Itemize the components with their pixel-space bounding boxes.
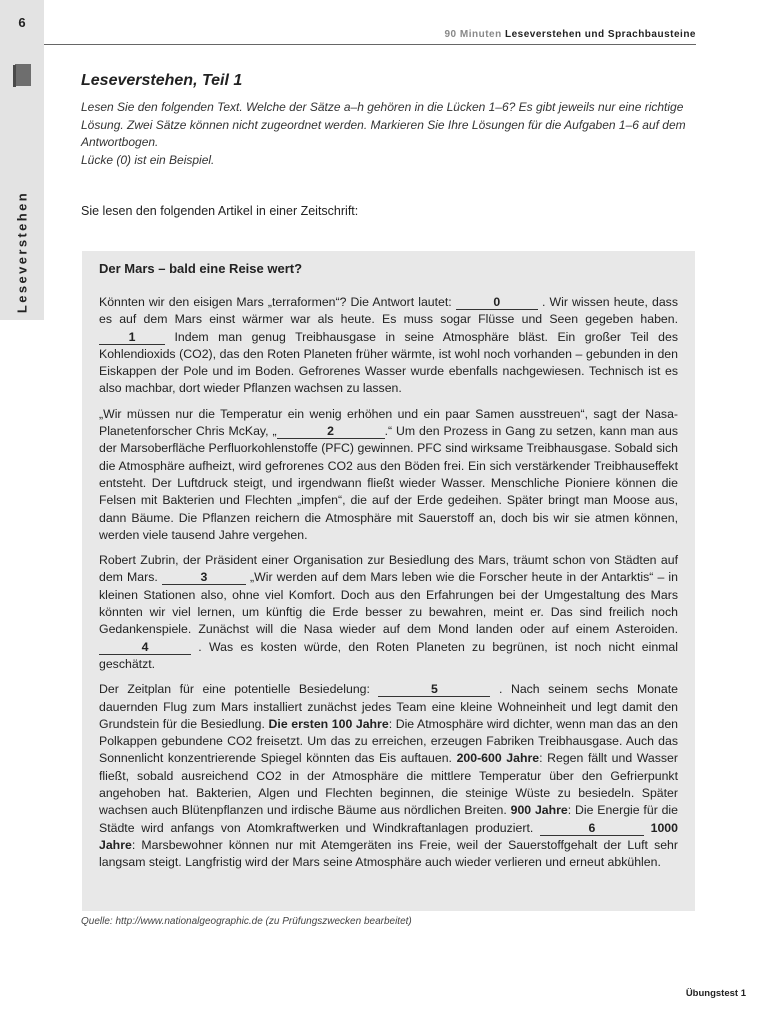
- book-icon: [12, 62, 32, 88]
- article-paragraph-1: [99, 294, 678, 398]
- article-paragraph-4: [99, 681, 678, 871]
- gap-2: 2: [277, 424, 385, 439]
- article-title: Der Mars – bald eine Reise wert?: [99, 261, 303, 276]
- header-duration: 90 Minuten: [444, 29, 502, 40]
- footer-label: Übungstest 1: [685, 988, 746, 999]
- text: „Wir werden auf dem Mars leben wie die Forscher heute in der Antarktis“ – in kleinen Stationen also, ohne viel Komfort. Doch aus den Erfahrungen bei der Umgestaltung des Mars könnten wir viel lernen, um künftig die Erde besser zu bewahren, meint er. Das sind freilich noch Gedankenspiele. Zunächst will die Nasa wieder auf dem Mond landen oder auf einem Asteroiden.: [99, 570, 679, 637]
- example-note: Lücke (0) ist ein Beispiel.: [81, 152, 215, 167]
- source-note: Quelle: http://www.nationalgeographic.de (zu Prüfungszwecken bearbeitet): [81, 916, 412, 927]
- text: : Die Energie für die Städte wird anfangs von Atomkraftwerken und Windkraftanlagen produziert.: [99, 803, 679, 835]
- section-title: Leseverstehen, Teil 1: [81, 72, 243, 89]
- text: „Wir müssen nur die Temperatur ein wenig erhöhen und ein paar Samen ausstreuen“, sagt der Nasa-Planetenforscher Chris McKay, „: [99, 406, 678, 439]
- text: . Nach seinem sechs Monate dauernden Flug zum Mars installiert zunächst jedes Team eine kleine Wohneinheit und legt damit den Grundstein für die Besiedlung.: [99, 682, 678, 731]
- side-tab-label: Leseverstehen: [14, 190, 30, 314]
- instructions: [81, 99, 697, 169]
- text: : Regen fällt und Wasser fließt, sobald ausreichend CO2 in der Atmosphäre die mittlere Temperatur über den Gefrierpunkt angehoben hat. Bakterien, Algen und Flechten beginnen, die steinige Wüste zu besiedeln. Später wachsen auch Blütenpflanzen und irdische Bäume aus nördlichen Breiten.: [99, 751, 678, 818]
- gap-5: 5: [378, 682, 490, 697]
- gap-3: 3: [162, 570, 246, 585]
- text: .“ Um den Prozess in Gang zu setzen, kann man aus der Marsoberfläche Perfluorkohlenstoffe (PFC) gewinnen. PFC sind wirksame Treibhausgase. Sobald sich die Atmosphäre aufheizt, wird gefrorenes CO2 aus den Böden frei. Ein sich verstärkender Treibhauseffekt entsteht. Der Luftdruck steigt, und irgendwann fließt wieder Wasser. Menschliche Pioniere können die Felsen mit Bakterien und Flechten „impfen“, die auf der Erde gedeihen. Später bringt man Moose aus, dann Bäume. Die Pflanzen reichern die Atmosphäre mit Sauerstoff an, doch bis wir sie atmen können, werden viele tausend Jahre vergehen.: [99, 424, 679, 542]
- header-label: [444, 29, 696, 40]
- article-paragraph-3: [99, 552, 678, 673]
- timeline-100: Die ersten 100 Jahre: [268, 716, 389, 731]
- header-divider: [44, 44, 696, 45]
- text: . Was es kosten würde, den Roten Planeten zu begrünen, ist noch nicht einmal geschätzt.: [99, 639, 678, 671]
- text: . Wir wissen heute, dass es auf dem Mars einst wärmer war als heute. Es muss sogar Flüsse und Seen gegeben haben.: [99, 295, 678, 327]
- text: : Marsbewohner können nur mit Atemgeräten ins Freie, weil der Sauerstoffgehalt der Luft sehr langsam steigt. Langfristig wird der Mars seine Atmosphäre auch wieder verlieren und erneut abkühlen.: [99, 837, 678, 870]
- article-box: [82, 251, 695, 911]
- page-number: 6: [0, 0, 44, 44]
- text: : Die Atmosphäre wird dichter, wenn man das an den Polkappen gebundene CO2 freisetzt. Um das zu erreichen, erzeugen Fabriken Treibhausgase. Auch das Sonnenlicht konzentrierende Spiegel könnten das Eis auftauen.: [99, 716, 678, 766]
- text: Indem man genug Treibhausgase in seine Atmosphäre bläst. Ein großer Teil des Kohlendioxids (CO2), das den Roten Planeten früher wärmte, ist wohl noch vorhanden – gebunden in den Eiskappen der Pole und im Boden. Gefrorenes Wasser wurde ebenfalls nachgewiesen. Technisch ist es also machbar, dort wieder Pflanzen wachsen zu lassen.: [99, 329, 678, 396]
- gap-6: 6: [540, 821, 644, 836]
- gap-0: 0: [456, 295, 538, 310]
- gap-4: 4: [99, 640, 191, 655]
- header-title: Leseverstehen und Sprachbausteine: [504, 29, 696, 40]
- text: Der Zeitplan für eine potentielle Besiedelung:: [99, 682, 370, 697]
- article-paragraph-2: [99, 406, 678, 544]
- text: Robert Zubrin, der Präsident einer Organisation zur Besiedlung des Mars, träumt schon von Städten auf dem Mars.: [99, 553, 678, 585]
- timeline-1000: 1000 Jahre: [99, 820, 678, 852]
- gap-1: 1: [99, 330, 165, 345]
- timeline-200-600: 200-600 Jahre: [456, 751, 540, 766]
- intro-text: Sie lesen den folgenden Artikel in einer Zeitschrift:: [81, 204, 359, 218]
- timeline-900: 900 Jahre: [510, 803, 568, 818]
- instructions-text: Lesen Sie den folgenden Text. Welche der Sätze a–h gehören in die Lücken 1–6? Es gibt jeweils nur eine richtige Lösung. Zwei Sätze können nicht zugeordnet werden. Markieren Sie Ihre Lösungen für die Aufgaben 1–6 auf dem Antwortbogen.: [81, 100, 686, 149]
- text: Könnten wir den eisigen Mars „terraformen“? Die Antwort lautet:: [99, 295, 452, 309]
